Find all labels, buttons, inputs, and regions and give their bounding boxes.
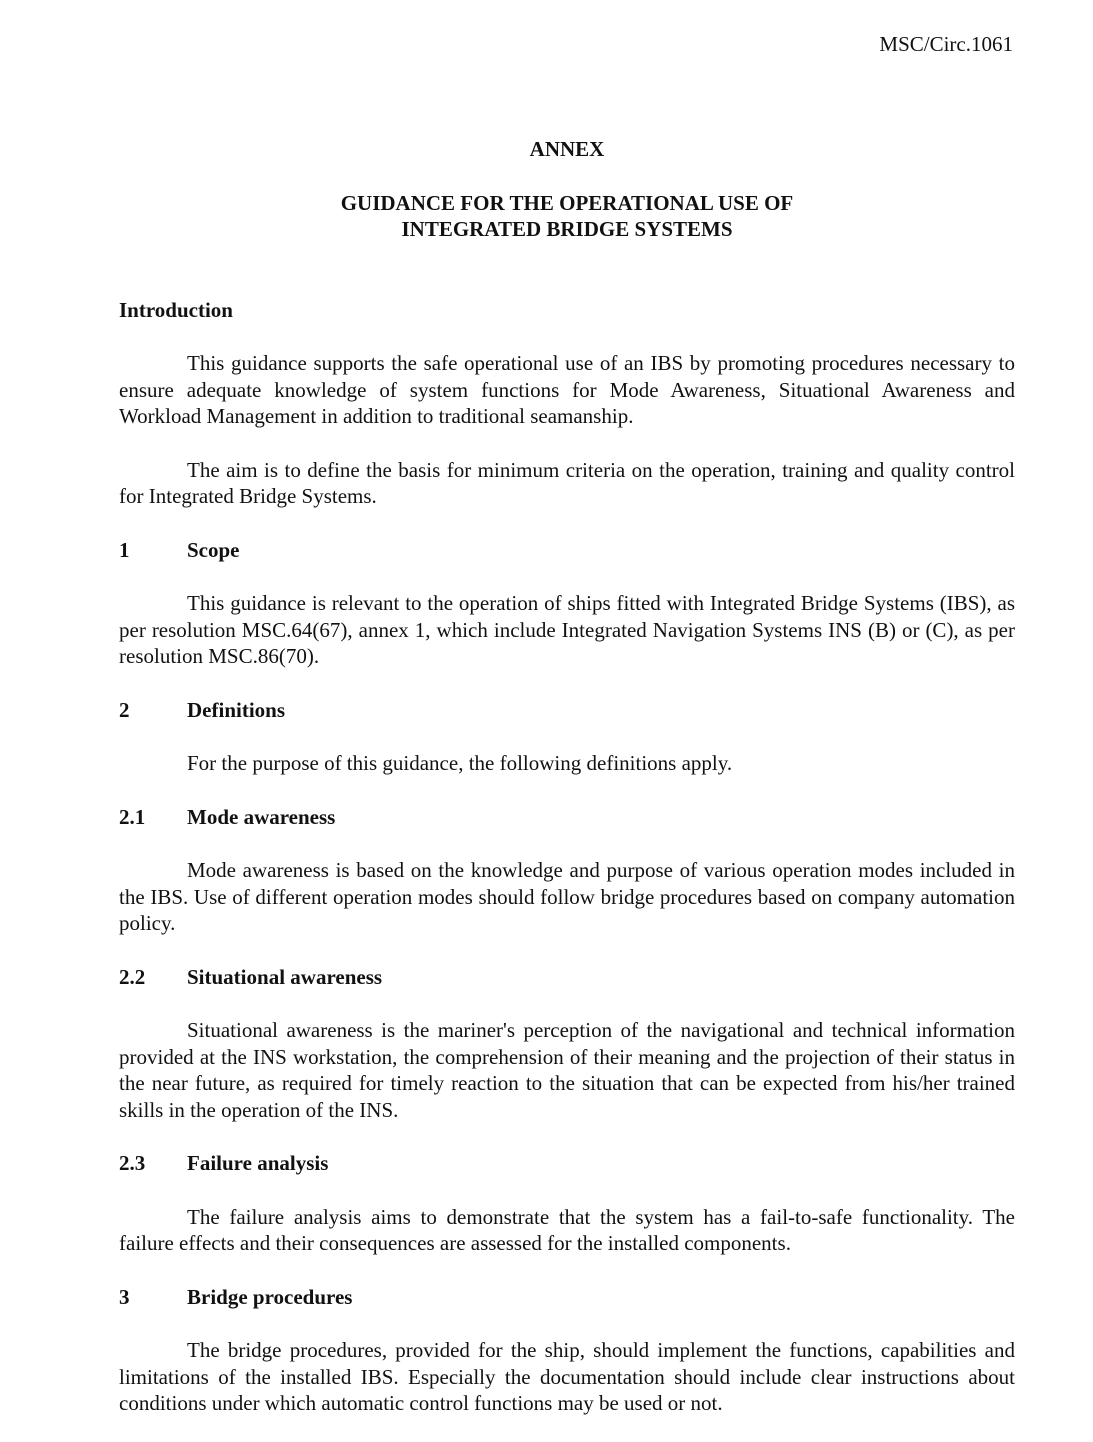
section-title: Definitions: [187, 697, 286, 722]
section-title: Bridge procedures: [187, 1284, 353, 1309]
introduction-heading: Introduction: [119, 297, 233, 322]
section-number: 1: [119, 537, 130, 562]
section-number: 2: [119, 697, 130, 722]
document-reference: MSC/Circ.1061: [879, 32, 1013, 56]
document-title: [119, 190, 1015, 243]
section-title: Situational awareness: [187, 964, 383, 989]
document-title-line-2: INTEGRATED BRIDGE SYSTEMS: [401, 217, 733, 241]
section-title: Scope: [187, 537, 240, 562]
section-number: 2.2: [119, 964, 146, 989]
section-heading-situational-awareness: [119, 964, 1015, 991]
section-number: 2.1: [119, 804, 146, 829]
document-body: [119, 136, 1015, 1417]
introduction-paragraph-1: This guidance supports the safe operational use of an IBS by promoting procedures necessary to ensure adequate knowledge of system functions for Mode Awareness, Situational Awareness and Workload Management in addition to traditional seamanship.: [119, 351, 1015, 428]
mode-awareness-paragraph: Mode awareness is based on the knowledge and purpose of various operation modes included in the IBS. Use of different operation modes should follow bridge procedures based on company automation policy.: [119, 858, 1015, 935]
situational-awareness-paragraph: Situational awareness is the mariner's perception of the navigational and technical information provided at the INS workstation, the comprehension of their meaning and the projection of their status in the near future, as required for timely reaction to the situation that can be expected from his/her trained skills in the operation of the INS.: [119, 1018, 1015, 1122]
section-heading-mode-awareness: [119, 804, 1015, 831]
scope-paragraph: This guidance is relevant to the operation of ships fitted with Integrated Bridge Systems (IBS), as per resolution MSC.64(67), annex 1, which include Integrated Navigation Systems INS (B) or (C), as per resolution MSC.86(70).: [119, 591, 1015, 668]
section-heading-failure-analysis: [119, 1150, 1015, 1177]
section-heading-scope: [119, 537, 1015, 564]
section-title: Failure analysis: [187, 1151, 329, 1175]
section-heading-bridge-procedures: [119, 1284, 1015, 1311]
section-number: 2.3: [119, 1151, 146, 1175]
annex-label: ANNEX: [529, 137, 605, 161]
bridge-procedures-paragraph: The bridge procedures, provided for the ship, should implement the functions, capabilities and limitations of the installed IBS. Especially the documentation should include clear instructions about conditions under which automatic control functions may be used or not.: [119, 1338, 1015, 1415]
section-number: 3: [119, 1284, 130, 1309]
document-title-line-1: GUIDANCE FOR THE OPERATIONAL USE OF: [340, 190, 794, 215]
section-heading-definitions: [119, 697, 1015, 724]
introduction-paragraph-2: The aim is to define the basis for minimum criteria on the operation, training and quality control for Integrated Bridge Systems.: [119, 457, 1015, 508]
section-title: Mode awareness: [187, 804, 336, 829]
failure-analysis-paragraph: The failure analysis aims to demonstrate that the system has a fail-to-safe functionality. The failure effects and their consequences are assessed for the installed components.: [119, 1204, 1015, 1255]
definitions-paragraph: For the purpose of this guidance, the following definitions apply.: [187, 751, 733, 775]
